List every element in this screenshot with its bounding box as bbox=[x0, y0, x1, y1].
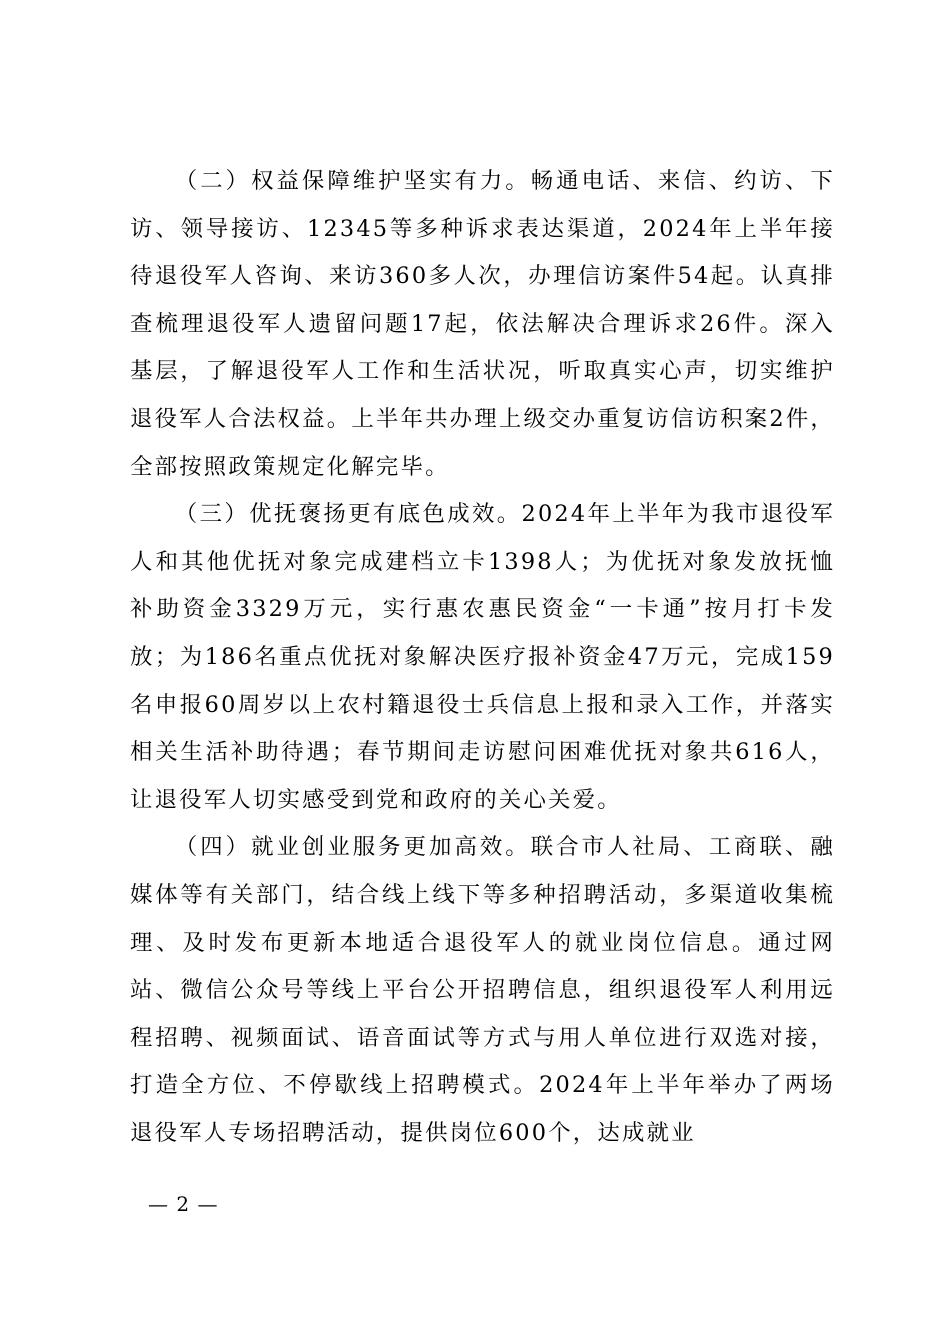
document-body bbox=[130, 158, 835, 1157]
paragraph-employment-services bbox=[130, 824, 835, 1157]
paragraph-heading: （二）权益保障维护坚实有力。 bbox=[174, 168, 531, 194]
paragraph-text: 2024年上半年为我市退役军人和其他优抚对象完成建档立卡1398人；为优抚对象发放抚恤补助资金3329万元，实行惠农惠民资金“一卡通”按月打卡发放；为186名重点优抚对象解决医疗报补资金47万元，完成159名申报60周岁以上农村籍退役士兵信息上报和录入工作，并落实相关生活补助待遇；春节期间走访慰问困难优抚对象共616人，让退役军人切实感受到党和政府的关心关爱。 bbox=[130, 501, 835, 813]
paragraph-text: 联合市人社局、工商联、融媒体等有关部门，结合线上线下等多种招聘活动，多渠道收集梳理、及时发布更新本地适合退役军人的就业岗位信息。通过网站、微信公众号等线上平台公开招聘信息，组织退役军人利用远程招聘、视频面试、语音面试等方式与用人单位进行双选对接，打造全方位、不停歇线上招聘模式。2024年上半年举办了两场退役军人专场招聘活动，提供岗位600个，达成就业 bbox=[130, 834, 835, 1146]
page-number: — 2 — bbox=[148, 1192, 219, 1216]
paragraph-rights-protection bbox=[130, 158, 835, 491]
paragraph-heading: （三）优抚褒扬更有底色成效。 bbox=[174, 501, 522, 528]
paragraph-heading: （四）就业创业服务更加高效。 bbox=[174, 834, 531, 861]
paragraph-text: 畅通电话、来信、约访、下访、领导接访、12345等多种诉求表达渠道，2024年上半年接待退役军人咨询、来访360多人次，办理信访案件54起。认真排查梳理退役军人遗留问题17起，依法解决合理诉求26件。深入基层，了解退役军人工作和生活状况，听取真实心声，切实维护退役军人合法权益。上半年共办理上级交办重复访信访积案2件，全部按照政策规定化解完毕。 bbox=[130, 168, 835, 480]
paragraph-preferential-care bbox=[130, 491, 835, 824]
